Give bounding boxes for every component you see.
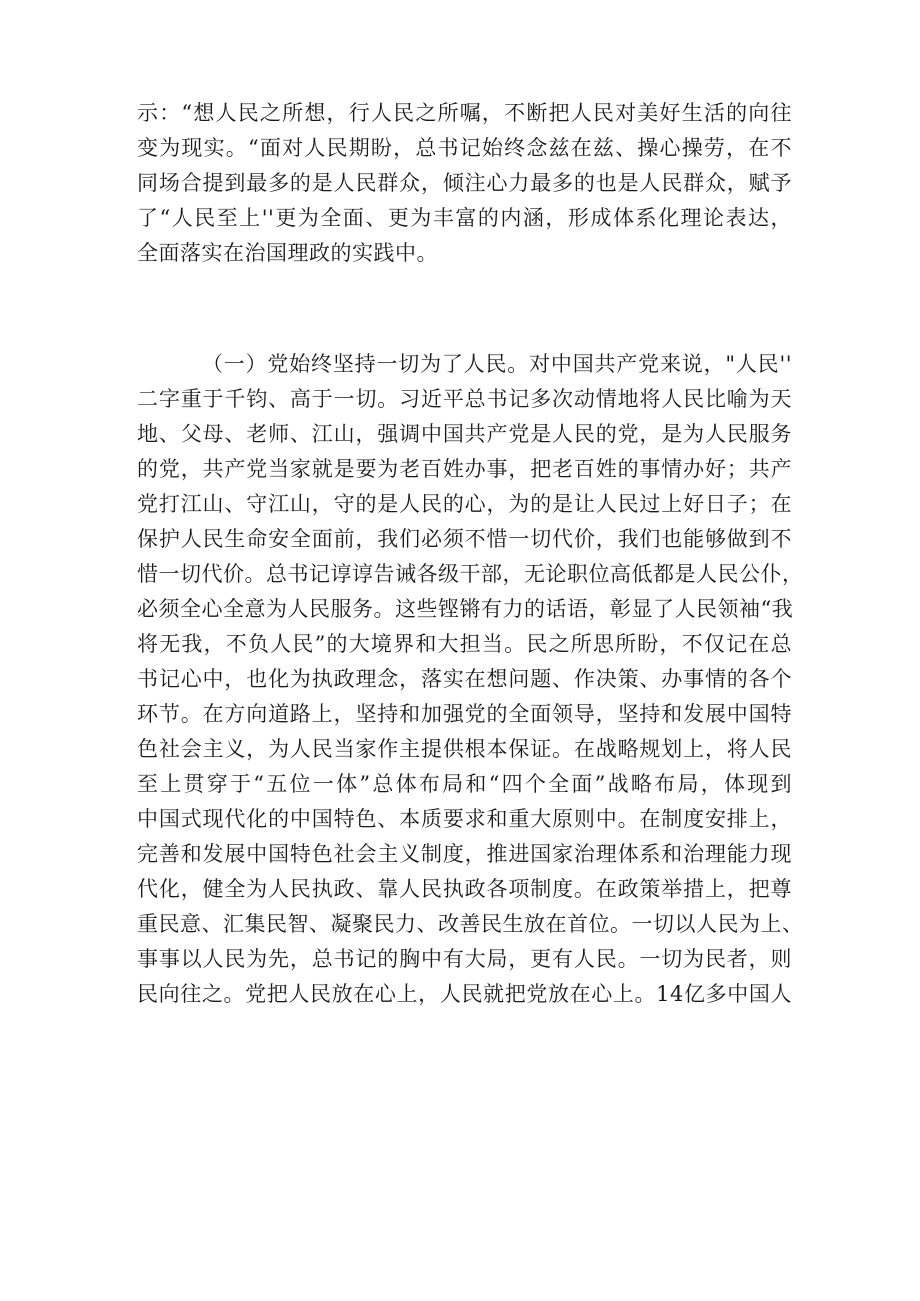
text-line: 完善和发展中国特色社会主义制度，推进国家治理体系和治理能力现 [137, 842, 792, 866]
text-line: 色社会主义，为人民当家作主提供根本保证。在战略规划上，将人民 [137, 737, 792, 761]
text-line: 重民意、汇集民智、凝聚民力、改善民生放在首位。一切以人民为上、 [137, 912, 804, 936]
text-line: 的党，共产党当家就是要为老百姓办事，把老百姓的事情办好；共产 [137, 457, 792, 481]
text-line: 环节。在方向道路上，坚持和加强党的全面领导，坚持和发展中国特 [137, 702, 792, 726]
text-line: 代化，健全为人民执政、靠人民执政各项制度。在政策举措上，把尊 [137, 877, 792, 901]
text-line: 书记心中，也化为执政理念，落实在想问题、作决策、办事情的各个 [137, 667, 792, 691]
text-line: 民向往之。党把人民放在心上，人民就把党放在心上。14亿多中国人 [137, 982, 792, 1006]
text-line: 至上贯穿于“五位一体”总体布局和“四个全面”战略布局，体现到 [137, 772, 792, 796]
text-line: 中国式现代化的中国特色、本质要求和重大原则中。在制度安排上， [137, 807, 792, 831]
text-line: 惜一切代价。总书记谆谆告诫各级干部，无论职位高低都是人民公仆， [137, 562, 804, 586]
text-line: 了“人民至上''更为全面、更为丰富的内涵，形成体系化理论表达， [137, 206, 792, 230]
paragraph-intro [137, 96, 792, 271]
text-line: 示：“想人民之所想，行人民之所嘱，不断把人民对美好生活的向往 [137, 101, 792, 125]
text-line: 保护人民生命安全面前，我们必须不惜一切代价，我们也能够做到不 [137, 527, 792, 551]
paragraph-section-one [137, 347, 804, 1012]
text-line: 同场合提到最多的是人民群众，倾注心力最多的也是人民群众，赋予 [137, 171, 792, 195]
text-line: 事事以人民为先，总书记的胸中有大局，更有人民。一切为民者，则 [137, 947, 792, 971]
text-line: 必须全心全意为人民服务。这些铿锵有力的话语，彰显了人民领袖“我 [137, 597, 794, 621]
text-line: 全面落实在治国理政的实践中。 [137, 241, 438, 265]
text-line: 地、父母、老师、江山，强调中国共产党是人民的党，是为人民服务 [137, 422, 792, 446]
text-line: 二字重于千钧、高于一切。习近平总书记多次动情地将人民比喻为天 [137, 387, 792, 411]
text-line: 党打江山、守江山，守的是人民的心，为的是让人民过上好日子；在 [137, 492, 792, 516]
text-line: 将无我，不负人民”的大境界和大担当。民之所思所盼，不仅记在总 [137, 632, 792, 656]
text-line: 变为现实。“面对人民期盼，总书记始终念兹在兹、操心操劳，在不 [137, 136, 792, 160]
section-heading-line: （一）党始终坚持一切为了人民。对中国共产党来说，"人民'' [202, 352, 792, 376]
